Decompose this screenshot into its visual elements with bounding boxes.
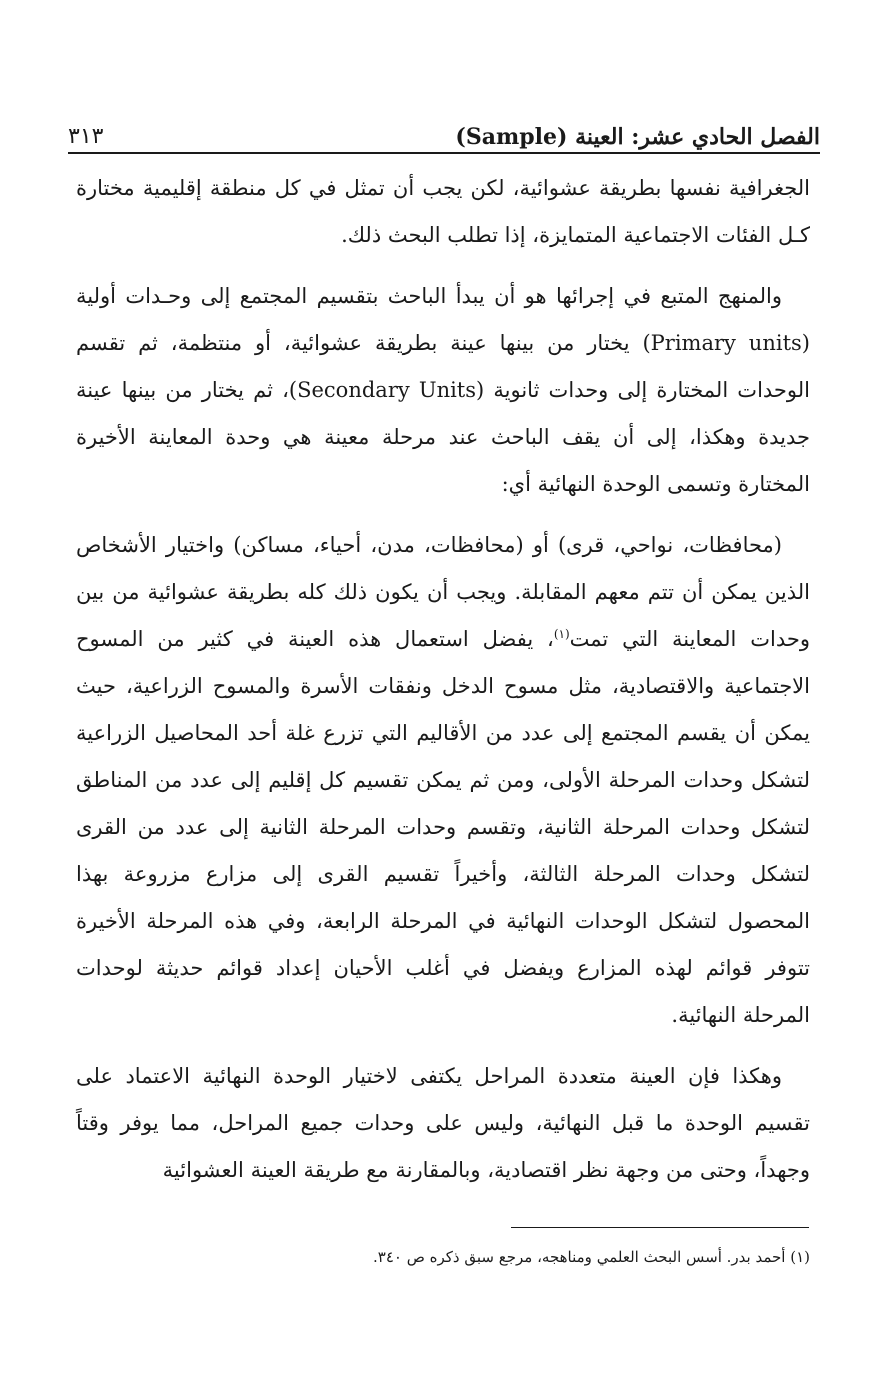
running-header — [68, 112, 820, 152]
paragraph-2: والمنهج المتبع في إجرائها هو أن يبدأ الباحث بتقسيم المجتمع إلى وحـدات أولية (Primary units) يختار من بينها عينة بطريقة عشوائية، أو منتظمة، ثم تقسم الوحدات المختارة إلى وحدات ثانوية (Secondary Units)، ثم يختار من بينها عينة جديدة وهكذا، إلى أن يقف الباحث عند مرحلة معينة هي وحدة المعاينة الأخيرة المختارة وتسمى الوحدة النهائية أي: — [76, 284, 810, 496]
footnote-reference: (١) — [553, 627, 570, 641]
paragraph-4: وهكذا فإن العينة متعددة المراحل يكتفى لاختيار الوحدة النهائية الاعتماد على تقسيم الوحدة ما قبل النهائية، وليس على وحدات جميع المراحل، مما يوفر وقتاً وجهداً، وحتى من وجهة نظر اقتصادية، وبالمقارنة مع طريقة العينة العشوائية — [76, 1064, 810, 1182]
chapter-title: الفصل الحادي عشر: العينة (Sample) — [455, 124, 820, 150]
footnote: (١) أحمد بدر. أسس البحث العلمي ومناهجه، مرجع سبق ذكره ص ٣٤٠. — [373, 1248, 810, 1266]
footnote-separator — [511, 1227, 809, 1228]
paragraph-3 — [76, 522, 810, 1039]
page-number: ٣١٣ — [68, 124, 104, 149]
paragraph-1: الجغرافية نفسها بطريقة عشوائية، لكن يجب أن تمثل في كل منطقة إقليمية مختارة كـل الفئات الاجتماعية المتمايزة، إذا تطلب البحث ذلك. — [76, 176, 810, 247]
paragraph-3-text: (محافظات، نواحي، قرى) أو (محافظات، مدن، أحياء، مساكن) واختيار الأشخاص الذين يمكن أن تتم معهم المقابلة. ويجب أن يكون ذلك كله بطريقة عشوائية من بين وحدات المعاينة التي تمت — [76, 533, 810, 651]
body-text — [76, 165, 810, 1194]
paragraph-3-continuation: ، يفضل استعمال هذه العينة في كثير من المسوح الاجتماعية والاقتصادية، مثل مسوح الدخل ونفقات الأسرة والمسوح الزراعية، حيث يمكن أن يقسم المجتمع إلى عدد من الأقاليم التي تزرع غلة أحد المحاصيل الزراعية لتشكل وحدات المرحلة الأولى، ومن ثم يمكن تقسيم كل إقليم إلى عدد من المناطق لتشكل وحدات المرحلة الثانية، وتقسم وحدات المرحلة الثانية إلى عدد من القرى لتشكل وحدات المرحلة الثالثة، وأخيراً تقسيم القرى إلى مزارع مزروعة بهذا المحصول لتشكل الوحدات النهائية في المرحلة الرابعة، وفي هذه المرحلة الأخيرة تتوفر قوائم لهذه المزارع ويفضل في أغلب الأحيان إعداد قوائم حديثة لوحدات المرحلة النهائية. — [76, 627, 810, 1027]
header-rule — [68, 152, 820, 154]
